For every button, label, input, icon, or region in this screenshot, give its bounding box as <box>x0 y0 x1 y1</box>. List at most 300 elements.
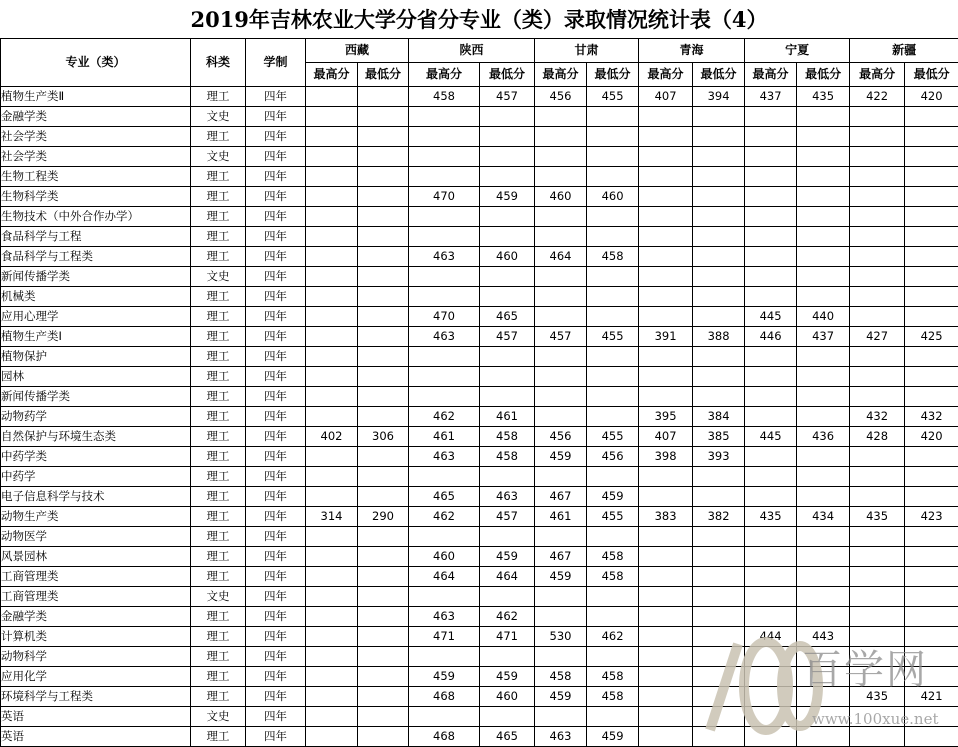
min-score-cell: 458 <box>480 427 535 447</box>
max-score-cell <box>850 207 905 227</box>
min-score-cell: 455 <box>587 87 639 107</box>
table-row <box>1 447 958 467</box>
min-score-cell <box>905 527 958 547</box>
min-score-cell <box>358 447 409 467</box>
max-score-cell <box>409 347 480 367</box>
max-score-cell: 460 <box>409 547 480 567</box>
major-cell: 新闻传播学类 <box>1 267 191 287</box>
page-title: 2019年吉林农业大学分省分专业（类）录取情况统计表（4） <box>0 0 958 38</box>
min-score-cell: 458 <box>587 547 639 567</box>
max-score-cell <box>306 687 358 707</box>
max-score-cell <box>535 467 587 487</box>
max-score-cell: 457 <box>535 327 587 347</box>
subject-cell: 理工 <box>191 467 246 487</box>
major-cell: 食品科学与工程类 <box>1 247 191 267</box>
duration-cell: 四年 <box>246 607 306 627</box>
min-score-cell: 459 <box>480 547 535 567</box>
subject-cell: 理工 <box>191 187 246 207</box>
max-score-cell <box>850 387 905 407</box>
max-score-cell <box>639 287 693 307</box>
max-score-cell <box>306 327 358 347</box>
min-score-cell <box>587 107 639 127</box>
duration-cell: 四年 <box>246 327 306 347</box>
table-row <box>1 427 958 447</box>
min-score-cell <box>587 367 639 387</box>
min-score-cell <box>358 187 409 207</box>
subject-cell: 理工 <box>191 387 246 407</box>
max-score-cell <box>409 207 480 227</box>
max-score-cell <box>409 367 480 387</box>
min-score-cell <box>587 307 639 327</box>
max-score-cell <box>850 187 905 207</box>
min-score-cell <box>693 227 745 247</box>
min-score-cell <box>905 247 958 267</box>
min-score-cell <box>358 267 409 287</box>
min-score-cell <box>797 127 850 147</box>
min-score-cell <box>358 687 409 707</box>
major-cell: 生物科学类 <box>1 187 191 207</box>
max-score-cell <box>850 227 905 247</box>
duration-cell: 四年 <box>246 687 306 707</box>
min-score-cell <box>797 187 850 207</box>
max-score-cell: 465 <box>409 487 480 507</box>
max-score-cell <box>639 307 693 327</box>
major-cell: 电子信息科学与技术 <box>1 487 191 507</box>
major-cell: 工商管理类 <box>1 567 191 587</box>
duration-cell: 四年 <box>246 87 306 107</box>
subject-cell: 理工 <box>191 427 246 447</box>
min-score-cell <box>358 667 409 687</box>
max-score-cell <box>639 667 693 687</box>
max-score-cell <box>535 607 587 627</box>
duration-cell: 四年 <box>246 107 306 127</box>
max-score-cell <box>745 447 797 467</box>
max-score-cell <box>745 527 797 547</box>
max-score-cell <box>745 147 797 167</box>
min-score-cell <box>693 367 745 387</box>
max-score-cell <box>745 387 797 407</box>
min-score-cell: 436 <box>797 427 850 447</box>
max-score-cell <box>306 467 358 487</box>
max-score-cell <box>409 127 480 147</box>
max-score-cell <box>850 287 905 307</box>
major-cell: 中药学 <box>1 467 191 487</box>
min-score-cell <box>797 407 850 427</box>
max-score-cell <box>745 247 797 267</box>
max-score-cell: 463 <box>535 727 587 747</box>
max-score-cell <box>535 587 587 607</box>
max-score-cell <box>409 587 480 607</box>
min-score-cell <box>797 467 850 487</box>
min-score-cell: 457 <box>480 87 535 107</box>
max-score-cell <box>639 227 693 247</box>
table-row <box>1 267 958 287</box>
max-score-cell <box>745 287 797 307</box>
min-score-cell <box>587 527 639 547</box>
max-score-cell <box>535 307 587 327</box>
min-score-cell <box>905 567 958 587</box>
max-score-cell <box>745 227 797 247</box>
min-score-cell <box>693 267 745 287</box>
max-score-cell <box>850 467 905 487</box>
max-score-cell: 407 <box>639 427 693 447</box>
major-cell: 生物技术（中外合作办学） <box>1 207 191 227</box>
max-score-cell <box>639 727 693 747</box>
header-max-score: 最高分 <box>639 63 693 87</box>
max-score-cell <box>745 267 797 287</box>
min-score-cell <box>587 587 639 607</box>
min-score-cell <box>358 487 409 507</box>
max-score-cell <box>639 167 693 187</box>
max-score-cell <box>306 547 358 567</box>
min-score-cell: 290 <box>358 507 409 527</box>
max-score-cell <box>639 547 693 567</box>
min-score-cell: 434 <box>797 507 850 527</box>
max-score-cell <box>535 267 587 287</box>
max-score-cell: 445 <box>745 427 797 447</box>
min-score-cell: 443 <box>797 627 850 647</box>
max-score-cell: 435 <box>745 507 797 527</box>
max-score-cell: 459 <box>409 667 480 687</box>
duration-cell: 四年 <box>246 427 306 447</box>
max-score-cell <box>306 707 358 727</box>
min-score-cell <box>797 207 850 227</box>
min-score-cell <box>693 207 745 227</box>
max-score-cell: 432 <box>850 407 905 427</box>
max-score-cell <box>639 687 693 707</box>
major-cell: 社会学类 <box>1 147 191 167</box>
min-score-cell: 458 <box>587 247 639 267</box>
header-province: 青海 <box>639 39 745 63</box>
min-score-cell <box>905 147 958 167</box>
subject-cell: 理工 <box>191 547 246 567</box>
max-score-cell <box>850 607 905 627</box>
max-score-cell <box>409 467 480 487</box>
max-score-cell <box>639 467 693 487</box>
max-score-cell <box>850 347 905 367</box>
min-score-cell <box>587 647 639 667</box>
min-score-cell <box>797 587 850 607</box>
major-cell: 植物保护 <box>1 347 191 367</box>
max-score-cell <box>745 707 797 727</box>
max-score-cell <box>745 587 797 607</box>
min-score-cell <box>693 487 745 507</box>
major-cell: 环境科学与工程类 <box>1 687 191 707</box>
max-score-cell <box>409 107 480 127</box>
max-score-cell: 422 <box>850 87 905 107</box>
min-score-cell <box>797 167 850 187</box>
min-score-cell <box>358 727 409 747</box>
duration-cell: 四年 <box>246 727 306 747</box>
min-score-cell <box>358 127 409 147</box>
major-cell: 中药学类 <box>1 447 191 467</box>
subject-cell: 理工 <box>191 647 246 667</box>
header-max-score: 最高分 <box>306 63 358 87</box>
max-score-cell <box>639 607 693 627</box>
min-score-cell <box>480 367 535 387</box>
min-score-cell <box>358 627 409 647</box>
min-score-cell <box>358 707 409 727</box>
subject-cell: 理工 <box>191 287 246 307</box>
max-score-cell <box>745 727 797 747</box>
max-score-cell <box>306 447 358 467</box>
header-min-score: 最低分 <box>905 63 958 87</box>
duration-cell: 四年 <box>246 647 306 667</box>
major-cell: 植物生产类Ⅱ <box>1 87 191 107</box>
max-score-cell: 467 <box>535 547 587 567</box>
max-score-cell <box>306 287 358 307</box>
min-score-cell <box>693 587 745 607</box>
max-score-cell <box>850 107 905 127</box>
max-score-cell <box>535 287 587 307</box>
min-score-cell <box>480 147 535 167</box>
subject-cell: 理工 <box>191 367 246 387</box>
subject-cell: 理工 <box>191 667 246 687</box>
max-score-cell: 383 <box>639 507 693 527</box>
min-score-cell <box>480 167 535 187</box>
min-score-cell: 456 <box>587 447 639 467</box>
min-score-cell <box>693 547 745 567</box>
subject-cell: 理工 <box>191 487 246 507</box>
min-score-cell <box>358 467 409 487</box>
header-max-score: 最高分 <box>535 63 587 87</box>
min-score-cell <box>693 167 745 187</box>
subject-cell: 文史 <box>191 707 246 727</box>
min-score-cell <box>797 107 850 127</box>
min-score-cell <box>797 387 850 407</box>
subject-cell: 理工 <box>191 507 246 527</box>
max-score-cell: 435 <box>850 507 905 527</box>
min-score-cell: 458 <box>587 687 639 707</box>
min-score-cell <box>797 727 850 747</box>
max-score-cell <box>745 107 797 127</box>
min-score-cell: 455 <box>587 507 639 527</box>
min-score-cell <box>693 567 745 587</box>
min-score-cell <box>905 127 958 147</box>
min-score-cell <box>358 347 409 367</box>
header-subject: 科类 <box>191 39 246 87</box>
min-score-cell <box>480 267 535 287</box>
header-province: 新疆 <box>850 39 958 63</box>
min-score-cell <box>905 447 958 467</box>
duration-cell: 四年 <box>246 627 306 647</box>
max-score-cell <box>306 127 358 147</box>
min-score-cell <box>480 207 535 227</box>
max-score-cell: 395 <box>639 407 693 427</box>
header-min-score: 最低分 <box>797 63 850 87</box>
header-min-score: 最低分 <box>587 63 639 87</box>
min-score-cell <box>693 347 745 367</box>
min-score-cell <box>693 287 745 307</box>
max-score-cell: 468 <box>409 727 480 747</box>
min-score-cell <box>480 587 535 607</box>
header-max-score: 最高分 <box>409 63 480 87</box>
subject-cell: 理工 <box>191 347 246 367</box>
min-score-cell <box>358 87 409 107</box>
max-score-cell: 407 <box>639 87 693 107</box>
min-score-cell <box>905 287 958 307</box>
max-score-cell <box>745 567 797 587</box>
max-score-cell <box>745 207 797 227</box>
max-score-cell: 456 <box>535 87 587 107</box>
max-score-cell: 427 <box>850 327 905 347</box>
min-score-cell: 460 <box>480 247 535 267</box>
max-score-cell <box>850 587 905 607</box>
min-score-cell: 457 <box>480 507 535 527</box>
subject-cell: 理工 <box>191 227 246 247</box>
subject-cell: 文史 <box>191 587 246 607</box>
min-score-cell: 463 <box>480 487 535 507</box>
max-score-cell <box>535 647 587 667</box>
min-score-cell <box>797 247 850 267</box>
table-row <box>1 147 958 167</box>
subject-cell: 理工 <box>191 607 246 627</box>
header-max-score: 最高分 <box>850 63 905 87</box>
min-score-cell: 420 <box>905 87 958 107</box>
min-score-cell <box>905 587 958 607</box>
min-score-cell: 459 <box>480 667 535 687</box>
max-score-cell <box>639 387 693 407</box>
max-score-cell <box>745 487 797 507</box>
max-score-cell: 460 <box>535 187 587 207</box>
min-score-cell <box>480 387 535 407</box>
max-score-cell <box>306 667 358 687</box>
max-score-cell <box>535 347 587 367</box>
max-score-cell <box>535 407 587 427</box>
max-score-cell <box>535 127 587 147</box>
subject-cell: 理工 <box>191 207 246 227</box>
major-cell: 生物工程类 <box>1 167 191 187</box>
min-score-cell <box>693 667 745 687</box>
min-score-cell: 388 <box>693 327 745 347</box>
table-row <box>1 607 958 627</box>
max-score-cell <box>639 587 693 607</box>
min-score-cell <box>358 247 409 267</box>
min-score-cell <box>693 147 745 167</box>
table-row <box>1 567 958 587</box>
max-score-cell <box>850 147 905 167</box>
header-province: 西藏 <box>306 39 409 63</box>
min-score-cell <box>587 287 639 307</box>
min-score-cell: 462 <box>480 607 535 627</box>
max-score-cell: 314 <box>306 507 358 527</box>
max-score-cell <box>306 367 358 387</box>
min-score-cell: 461 <box>480 407 535 427</box>
max-score-cell <box>639 267 693 287</box>
max-score-cell: 437 <box>745 87 797 107</box>
duration-cell: 四年 <box>246 227 306 247</box>
max-score-cell: 463 <box>409 447 480 467</box>
min-score-cell: 437 <box>797 327 850 347</box>
max-score-cell <box>639 127 693 147</box>
max-score-cell: 468 <box>409 687 480 707</box>
max-score-cell <box>850 487 905 507</box>
max-score-cell <box>306 147 358 167</box>
major-cell: 新闻传播学类 <box>1 387 191 407</box>
min-score-cell: 382 <box>693 507 745 527</box>
max-score-cell <box>306 607 358 627</box>
min-score-cell <box>797 567 850 587</box>
min-score-cell <box>905 387 958 407</box>
max-score-cell: 461 <box>409 427 480 447</box>
max-score-cell: 467 <box>535 487 587 507</box>
duration-cell: 四年 <box>246 167 306 187</box>
min-score-cell <box>797 607 850 627</box>
min-score-cell <box>358 607 409 627</box>
major-cell: 工商管理类 <box>1 587 191 607</box>
max-score-cell <box>306 487 358 507</box>
duration-cell: 四年 <box>246 207 306 227</box>
max-score-cell: 445 <box>745 307 797 327</box>
table-row <box>1 87 958 107</box>
min-score-cell <box>693 607 745 627</box>
max-score-cell: 428 <box>850 427 905 447</box>
min-score-cell <box>797 267 850 287</box>
min-score-cell <box>358 367 409 387</box>
max-score-cell <box>409 707 480 727</box>
max-score-cell <box>639 627 693 647</box>
max-score-cell <box>639 527 693 547</box>
subject-cell: 理工 <box>191 567 246 587</box>
min-score-cell <box>905 167 958 187</box>
watermark-url: www.100xue.net <box>812 710 938 728</box>
max-score-cell <box>639 187 693 207</box>
min-score-cell <box>693 307 745 327</box>
max-score-cell: 462 <box>409 407 480 427</box>
subject-cell: 理工 <box>191 87 246 107</box>
header-min-score: 最低分 <box>693 63 745 87</box>
max-score-cell: 458 <box>535 667 587 687</box>
header-max-score: 最高分 <box>745 63 797 87</box>
max-score-cell: 464 <box>409 567 480 587</box>
subject-cell: 理工 <box>191 407 246 427</box>
max-score-cell <box>409 387 480 407</box>
header-min-score: 最低分 <box>480 63 535 87</box>
max-score-cell <box>306 187 358 207</box>
max-score-cell <box>306 727 358 747</box>
min-score-cell <box>358 587 409 607</box>
max-score-cell <box>745 367 797 387</box>
max-score-cell <box>850 727 905 747</box>
min-score-cell: 455 <box>587 427 639 447</box>
min-score-cell: 460 <box>587 187 639 207</box>
min-score-cell <box>905 487 958 507</box>
duration-cell: 四年 <box>246 267 306 287</box>
max-score-cell <box>850 367 905 387</box>
min-score-cell <box>358 387 409 407</box>
major-cell: 动物生产类 <box>1 507 191 527</box>
max-score-cell <box>850 167 905 187</box>
max-score-cell: 459 <box>535 567 587 587</box>
header-province: 陕西 <box>409 39 535 63</box>
max-score-cell <box>535 147 587 167</box>
major-cell: 自然保护与环境生态类 <box>1 427 191 447</box>
max-score-cell <box>306 247 358 267</box>
table-row <box>1 187 958 207</box>
max-score-cell <box>639 567 693 587</box>
table-row <box>1 127 958 147</box>
major-cell: 应用化学 <box>1 667 191 687</box>
major-cell: 社会学类 <box>1 127 191 147</box>
table-row <box>1 727 958 747</box>
max-score-cell: 444 <box>745 627 797 647</box>
max-score-cell: 458 <box>409 87 480 107</box>
min-score-cell <box>358 567 409 587</box>
duration-cell: 四年 <box>246 527 306 547</box>
duration-cell: 四年 <box>246 707 306 727</box>
max-score-cell <box>409 647 480 667</box>
max-score-cell <box>639 247 693 267</box>
